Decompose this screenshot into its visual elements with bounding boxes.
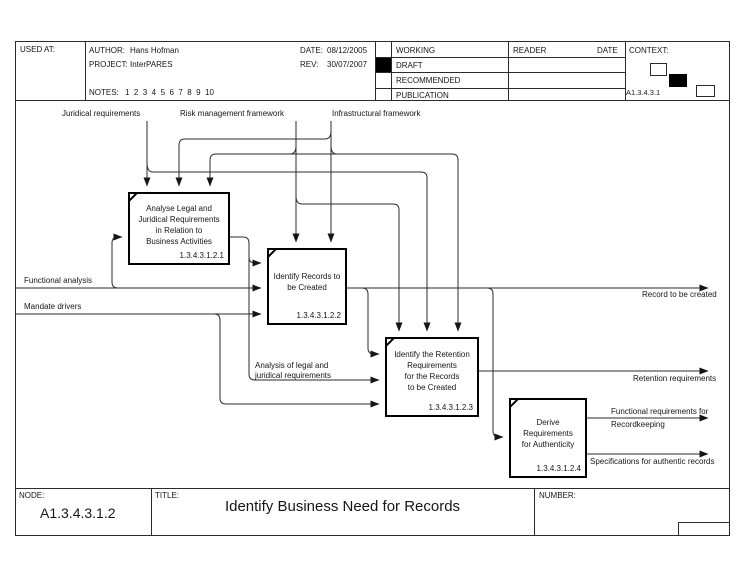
control-label-juridical: Juridical requirements [62, 109, 141, 118]
context-label: CONTEXT: [629, 46, 669, 55]
box3-text-line: Identify the Retention [394, 350, 470, 359]
box3-text-line: Requirements [407, 361, 457, 370]
box3-node-number: 1.3.4.3.1.2.3 [428, 403, 473, 412]
header-divider-3 [391, 41, 392, 100]
box4-text-line: for Authenticity [521, 440, 575, 449]
header-divider-4 [508, 41, 509, 100]
input-label-functional-analysis: Functional analysis [24, 276, 93, 285]
header-row-line-1 [375, 57, 625, 58]
box-corner-notch-icon [510, 399, 520, 409]
status-recommended: RECOMMENDED [396, 76, 461, 85]
used-at-label: USED AT: [20, 45, 55, 54]
output-label-retention: Retention requirements [633, 374, 717, 383]
status-publication: PUBLICATION [396, 91, 449, 100]
notes-label: NOTES: [89, 88, 119, 97]
box1-node-number: 1.3.4.3.1.2.1 [179, 251, 224, 260]
status-working: WORKING [396, 46, 436, 55]
context-node-number: A1.3.4.3.1 [626, 88, 661, 97]
notes-values: 1 2 3 4 5 6 7 8 9 10 [125, 88, 214, 97]
project-label: PROJECT: [89, 60, 128, 69]
box4-text-line: Derive [536, 418, 560, 427]
project-value: InterPARES [130, 60, 173, 69]
draft-status-checkbox-filled [376, 58, 391, 72]
header-row-line-2 [375, 72, 625, 73]
box1-text-line: in Relation to [155, 226, 203, 235]
context-parent-box [650, 63, 667, 76]
label-analysis-line1: Analysis of legal and [255, 361, 329, 370]
box2-node-number: 1.3.4.3.1.2.2 [296, 311, 341, 320]
author-value: Hans Hofman [130, 46, 179, 55]
status-draft: DRAFT [396, 61, 423, 70]
header-divider-1 [85, 41, 86, 100]
activity-box-derive-authenticity [509, 398, 587, 478]
reader-label: READER [513, 46, 547, 55]
node-number: A1.3.4.3.1.2 [40, 505, 116, 521]
context-current-box-filled [669, 74, 687, 87]
box3-text-line: to be Created [407, 383, 457, 392]
context-child-box [696, 85, 715, 97]
box-corner-notch-icon [129, 193, 139, 203]
box-corner-notch-icon [386, 338, 396, 348]
header-row-line-3 [375, 88, 625, 89]
output-label-specifications: Specifications for authentic records [590, 457, 715, 466]
date-label: DATE: [300, 46, 323, 55]
output-label-funcreq-line2: Recordkeeping [611, 420, 665, 429]
control-label-risk: Risk management framework [180, 109, 285, 118]
box-corner-notch-icon [268, 249, 278, 259]
box1-text-line: Juridical Requirements [138, 215, 220, 224]
footer-top-line [15, 488, 730, 489]
author-label: AUTHOR: [89, 46, 125, 55]
control-label-infrastructural: Infrastructural framework [332, 109, 421, 118]
node-label: NODE: [19, 491, 45, 500]
rev-value: 30/07/2007 [327, 60, 368, 69]
box4-node-number: 1.3.4.3.1.2.4 [536, 464, 581, 473]
output-label-record: Record to be created [642, 290, 717, 299]
date-value: 08/12/2005 [327, 46, 368, 55]
activity-box-identify-records [267, 248, 347, 325]
box1-text-line: Business Activities [146, 237, 212, 246]
box2-text-line: be Created [287, 283, 327, 292]
footer-divider-2 [534, 488, 535, 536]
box4-text-line: Requirements [523, 429, 573, 438]
activity-box-analyse-requirements [128, 192, 230, 265]
box2-text-line: Identify Records to [273, 272, 341, 281]
footer-corner-box [678, 522, 730, 536]
box1-text-line: Analyse Legal and [146, 204, 212, 213]
page-title: Identify Business Need for Records [224, 498, 461, 515]
reader-date-label: DATE [597, 46, 618, 55]
title-label: TITLE: [155, 491, 180, 500]
output-label-funcreq-line1: Functional requirements for [611, 407, 709, 416]
number-label: NUMBER: [539, 491, 576, 500]
label-analysis-line2: juridical requirements [255, 371, 332, 380]
activity-box-retention-requirements [385, 337, 479, 417]
rev-label: REV: [300, 60, 319, 69]
box3-text-line: for the Records [404, 372, 460, 381]
header-bottom-line [15, 100, 730, 101]
input-label-mandate-drivers: Mandate drivers [24, 302, 82, 311]
